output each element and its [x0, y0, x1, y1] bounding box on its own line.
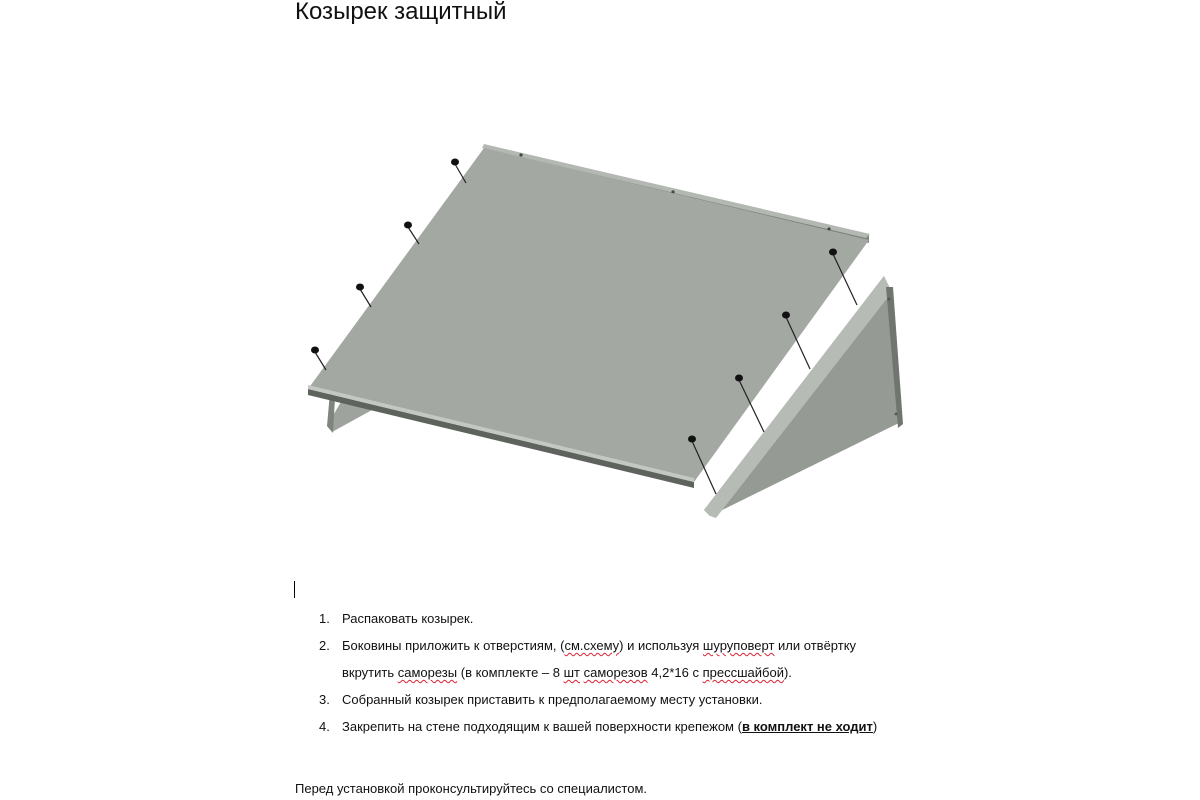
list-item [295, 686, 935, 713]
not-included-note: в комплект не ходит [741, 719, 873, 734]
screw-icon [356, 284, 364, 291]
list-number: 3. [319, 692, 330, 707]
list-item [295, 713, 935, 740]
list-item-text: Боковины приложить к отверстиям, (см.схему) и используя шуруповерт или отвёртку вкрутить саморезы (в комплекте – 8 шт саморезов 4,2*16 с прессшайбой). [342, 638, 857, 680]
screw-icon [688, 436, 696, 443]
screw-icon [782, 312, 790, 319]
page-title: Козырек защитный [295, 0, 507, 25]
screw-icon [311, 347, 319, 354]
list-item-text: Распаковать козырек. [342, 611, 474, 626]
list-number: 2. [319, 638, 330, 653]
text-cursor [294, 581, 295, 598]
list-number: 4. [319, 719, 330, 734]
list-item [295, 632, 935, 686]
instruction-list [295, 605, 935, 740]
screw-icon [404, 222, 412, 229]
list-item [295, 605, 935, 632]
list-number: 1. [319, 611, 330, 626]
screw-icon [451, 159, 459, 166]
list-item-text: Собранный козырек приставить к предполагаемому месту установки. [342, 692, 763, 707]
screw-icon [735, 375, 743, 382]
list-item-text: Закрепить на стене подходящим к вашей поверхности крепежом (в комплект не ходит) [342, 719, 878, 734]
screw-icon [829, 249, 837, 256]
footer-note: Перед установкой проконсультируйтесь со специалистом. [295, 781, 648, 796]
